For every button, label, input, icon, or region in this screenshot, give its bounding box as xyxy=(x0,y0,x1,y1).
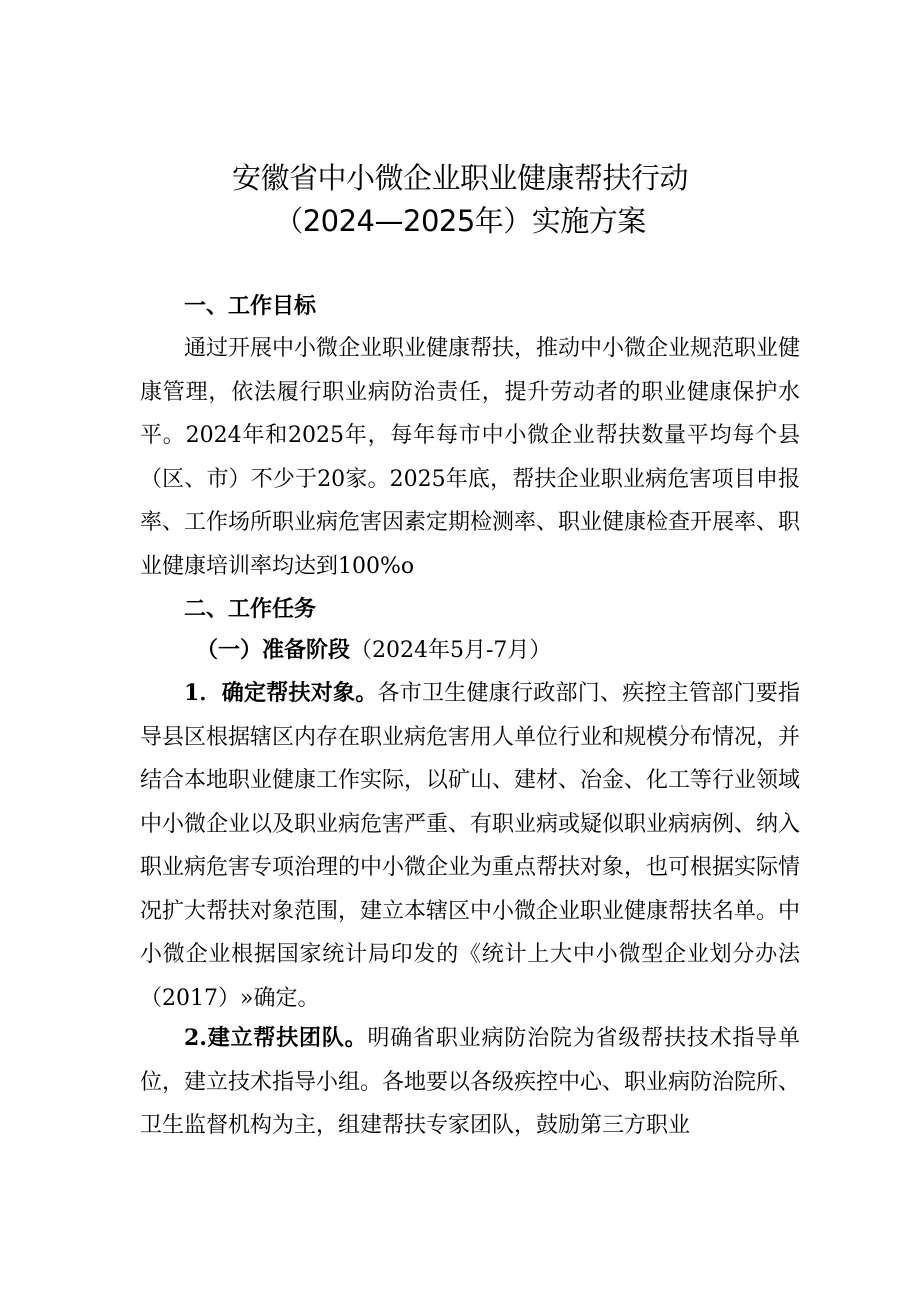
section2-heading: 二、工作任务 xyxy=(184,596,317,622)
item2-body xyxy=(140,1017,800,1148)
item1-body xyxy=(140,672,800,1020)
subsection1-heading xyxy=(196,635,551,666)
item2-paragraph xyxy=(140,1017,800,1148)
item2-lead: 2.建立帮扶团队。 xyxy=(184,1025,368,1051)
item1-lead: 1．确定帮扶对象。 xyxy=(184,680,378,706)
item1-text: 各市卫生健康行政部门、疾控主管部门要指导县区根据辖区内存在职业病危害用人单位行业和规模分布情况，并结合本地职业健康工作实际，以矿山、建材、冶金、化工等行业领域中小微企业以及职业病危害严重、有职业病或疑似职业病病例、纳入职业病危害专项治理的中小微企业为重点帮扶对象，也可根据实际情况扩大帮扶对象范围，建立本辖区中小微企业职业健康帮扶名单。中小微企业根据国家统计局印发的《统计上大中小微型企业划分办法（2017）»确定。 xyxy=(140,681,801,1011)
subsection1-period: （2024年5月-7月） xyxy=(350,638,552,663)
section1-paragraph: 通过开展中小微企业职业健康帮扶，推动中小微企业规范职业健康管理，依法履行职业病防治责任，提升劳动者的职业健康保护水平。2024年和2025年，每年每市中小微企业帮扶数量平均每个县（区、市）不少于20家。2025年底，帮扶企业职业病危害项目申报率、工作场所职业病危害因素定期检测率、职业健康检查开展率、职业健康培训率均达到100%o xyxy=(140,336,801,579)
subsection1-label: （一）准备阶段 xyxy=(196,637,351,663)
section1-body xyxy=(140,327,800,588)
document-title-line2: （2024—2025年）实施方案 xyxy=(274,204,646,238)
section1-heading: 一、工作目标 xyxy=(184,293,317,319)
document-title-line1: 安徽省中小微企业职业健康帮扶行动 xyxy=(231,161,688,195)
item1-paragraph xyxy=(140,672,800,1020)
item2-text: 明确省职业病防治院为省级帮扶技术指导单位，建立技术指导小组。各地要以各级疾控中心、职业病防治院所、卫生监督机构为主，组建帮扶专家团队，鼓励第三方职业 xyxy=(140,1026,801,1138)
